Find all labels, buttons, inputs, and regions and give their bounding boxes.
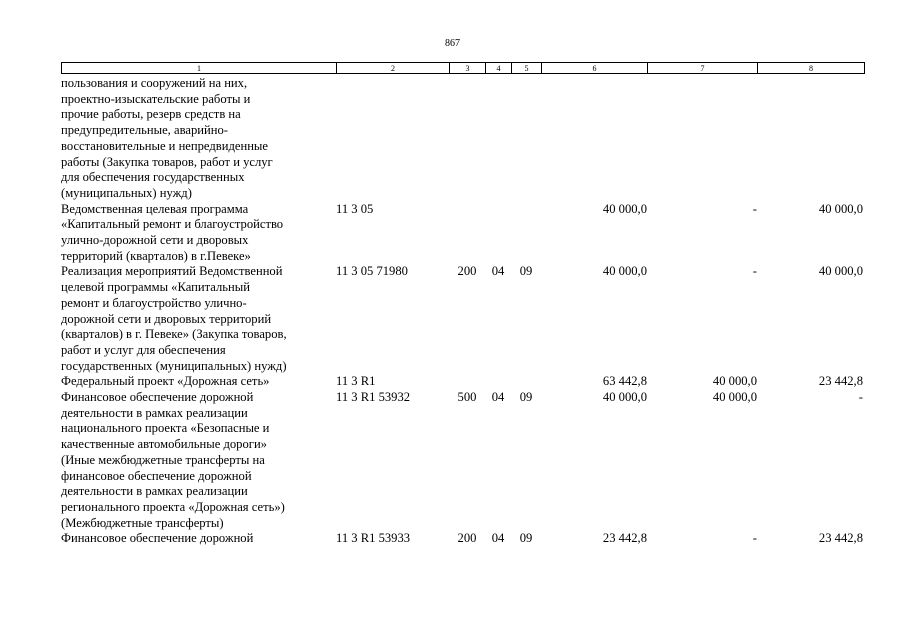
page-number: 867 — [445, 38, 460, 49]
table-body — [61, 76, 865, 547]
row-col5: 09 — [519, 531, 533, 546]
row-value-1: 40 000,0 — [602, 201, 647, 216]
header-col-1: 1 — [62, 63, 337, 73]
row-col3: 500 — [457, 390, 477, 405]
table-row — [61, 374, 865, 390]
row-name: Ведомственная целевая программа «Капитальный ремонт и благоустройство улично-дорожной сети и дворовых территорий (кварталов) в г.Певеке» — [61, 201, 284, 263]
row-col5: 09 — [519, 264, 533, 279]
row-col3 — [449, 202, 485, 265]
row-value-1: 40 000,0 — [602, 264, 647, 279]
row-value-2: - — [752, 531, 757, 546]
row-col3 — [449, 374, 485, 390]
table-row — [61, 76, 865, 202]
row-code: 11 3 05 — [336, 201, 374, 216]
row-col4 — [485, 374, 511, 390]
row-col5: 09 — [519, 390, 533, 405]
row-value-3: 40 000,0 — [818, 201, 863, 216]
row-value-1: 23 442,8 — [602, 531, 647, 546]
row-value-2: 40 000,0 — [712, 374, 757, 389]
header-col-2: 2 — [337, 63, 450, 73]
row-col4 — [485, 76, 511, 202]
header-col-5: 5 — [512, 63, 542, 73]
table-row — [61, 202, 865, 265]
row-value-2: - — [752, 264, 757, 279]
row-value-3: 40 000,0 — [818, 264, 863, 279]
row-code — [336, 76, 449, 202]
row-col5 — [511, 76, 541, 202]
header-col-3: 3 — [450, 63, 486, 73]
table-row — [61, 390, 865, 531]
header-col-8: 8 — [809, 64, 813, 73]
row-value-3: 23 442,8 — [818, 374, 863, 389]
row-value-2: 40 000,0 — [712, 390, 757, 405]
row-name: Реализация мероприятий Ведомственной целевой программы «Капитальный ремонт и благоустройство улично- дорожной сети и дворовых территорий (кварталов) в г. Певеке» (Закупка товаров, работ и услуг для обеспечения государственных (муниципальных) нужд) — [61, 264, 287, 373]
header-col-6: 6 — [542, 63, 648, 73]
row-value-2: - — [752, 201, 757, 216]
row-col5 — [511, 374, 541, 390]
row-name: Финансовое обеспечение дорожной — [61, 531, 254, 546]
row-col3: 200 — [457, 531, 477, 546]
row-code: 11 3 R1 53933 — [336, 531, 411, 546]
row-value-1 — [541, 76, 647, 202]
row-col4: 04 — [491, 531, 505, 546]
row-col3 — [449, 76, 485, 202]
row-col4: 04 — [491, 264, 505, 279]
row-name: пользования и сооружений на них, проектно-изыскательские работы и прочие работы, резерв средств на предупредительные, аварийно- восстановительные и непредвиденные работы (Закупка товаров, работ и услуг для обеспечения государственных (муниципальных) нужд) — [61, 76, 273, 200]
table-header — [61, 62, 865, 74]
row-col5 — [511, 202, 541, 265]
row-name: Финансовое обеспечение дорожной деятельности в рамках реализации национального проекта «Безопасные и качественные автомобильные дороги» (Иные межбюджетные трансферты на финансовое обеспечение дорожной деятельности в рамках реализации регионального проекта «Дорожная сеть») (Межбюджетные трансферты) — [61, 390, 285, 530]
row-code: 11 3 R1 53932 — [336, 390, 411, 405]
row-value-3 — [757, 76, 863, 202]
row-value-1: 63 442,8 — [602, 374, 647, 389]
row-col4 — [485, 202, 511, 265]
header-col-7: 7 — [648, 63, 758, 73]
header-col-4: 4 — [486, 63, 512, 73]
table-row — [61, 531, 865, 547]
row-value-3: 23 442,8 — [818, 531, 863, 546]
row-name: Федеральный проект «Дорожная сеть» — [61, 374, 270, 389]
row-value-3: - — [858, 390, 863, 405]
row-value-1: 40 000,0 — [602, 390, 647, 405]
table-row — [61, 264, 865, 374]
row-code: 11 3 R1 — [336, 374, 376, 389]
row-col4: 04 — [491, 390, 505, 405]
row-code: 11 3 05 71980 — [336, 264, 408, 279]
row-col3: 200 — [457, 264, 477, 279]
row-value-2 — [647, 76, 757, 202]
